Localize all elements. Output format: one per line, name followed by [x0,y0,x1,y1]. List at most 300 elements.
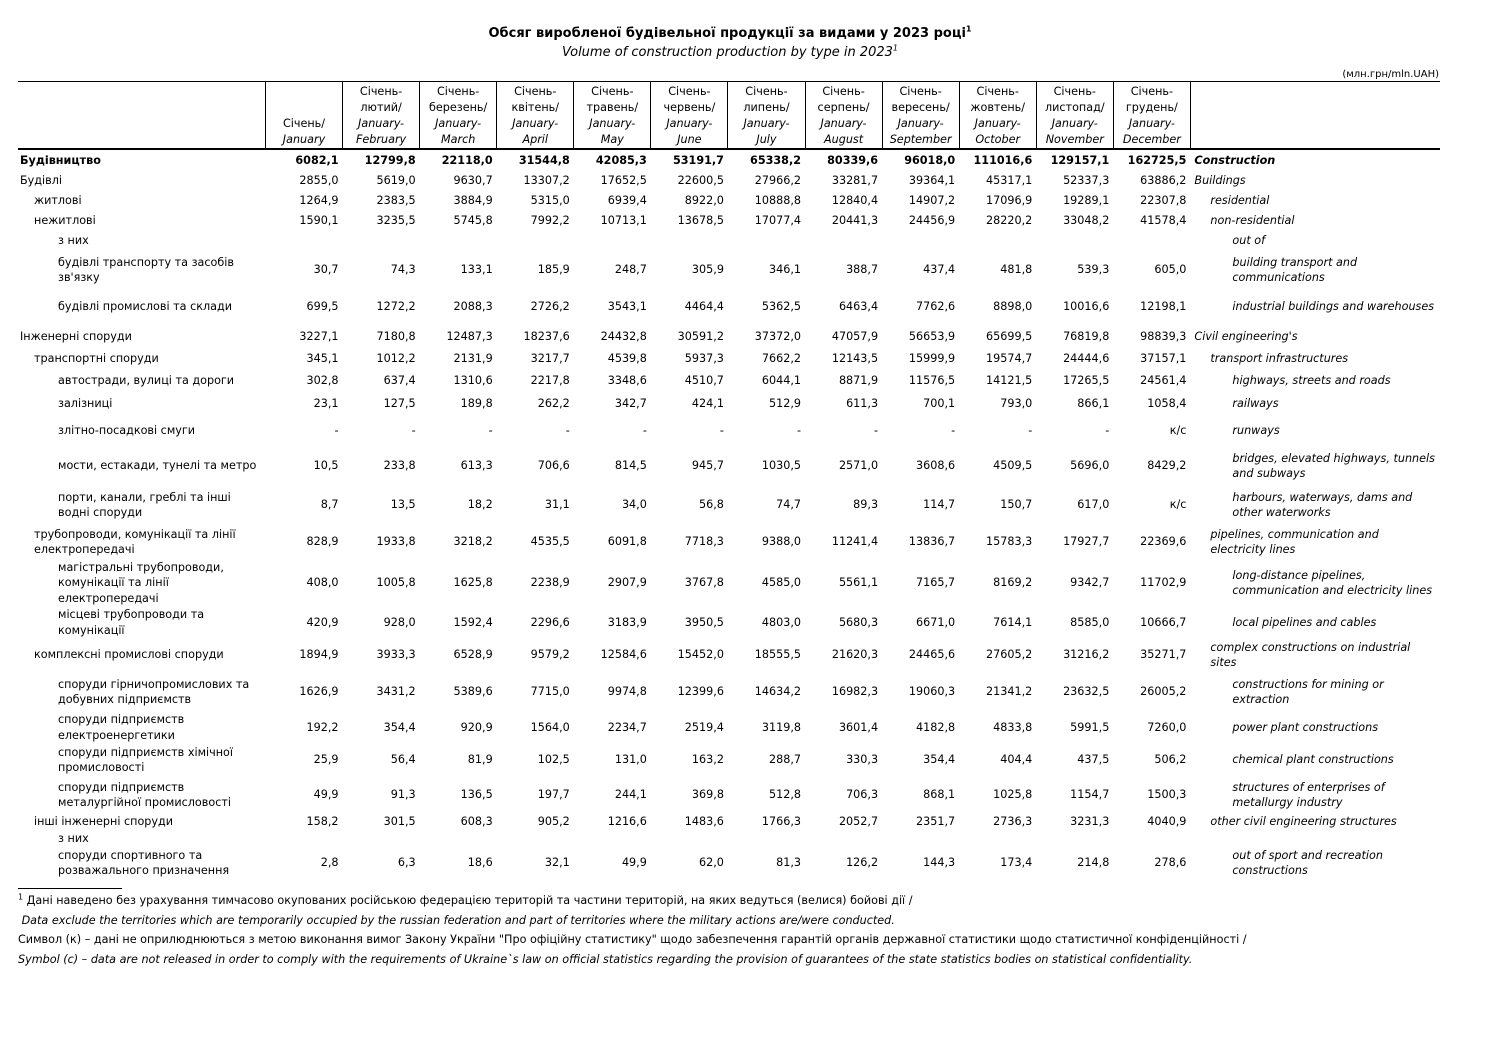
value-cell: 5561,1 [838,576,879,590]
value-cell: 102,5 [537,753,570,767]
table-row [18,447,1440,485]
row-label-en: long-distance pipelines, communication and electricity lines [1232,568,1433,597]
row-label-uk: порти, канали, греблі та інші водні споруди [58,490,231,519]
value-cell: 7165,7 [916,576,956,590]
value-cell: 928,0 [383,615,416,629]
value-cell: 404,4 [1000,753,1033,767]
row-label-en: power plant constructions [1232,720,1379,734]
value-cell: 56,8 [699,498,724,512]
value-cell: 437,5 [1077,753,1110,767]
column-header-en-line: June [677,133,702,146]
value-cell: 114,7 [923,498,956,512]
column-header-uk-line: Січень- [359,85,403,98]
value-cell: 7992,2 [530,214,570,228]
value-cell: 4539,8 [607,352,647,366]
value-cell: 49,9 [313,788,339,802]
column-header-en-line: November [1045,133,1104,146]
column-header [420,82,497,150]
value-cell: 17096,9 [985,194,1033,208]
value-cell: - [565,424,570,438]
value-cell: 45317,1 [985,174,1033,188]
row-label-en: harbours, waterways, dams and other waterworks [1232,490,1413,519]
column-header-uk-line: Січень- [1130,85,1174,98]
value-cell: 10666,7 [1140,615,1187,629]
value-cell: 21620,3 [831,648,879,662]
value-cell [420,231,497,251]
value-cell: 32,1 [544,856,570,870]
value-cell: 24465,6 [908,648,956,662]
row-label-en: residential [1210,194,1270,208]
table-row [18,813,1440,831]
value-cell: 19060,3 [908,685,956,699]
value-cell: 539,3 [1077,263,1110,277]
column-header-uk-line: лютий/ [360,101,402,114]
value-cell: 2238,9 [530,576,570,590]
value-cell: 24432,8 [600,330,647,344]
value-cell: 2088,3 [453,300,493,314]
value-cell: 5745,8 [453,214,493,228]
value-cell: 2052,7 [838,815,879,829]
value-cell: 611,3 [846,397,879,411]
column-header-uk-line: Січень- [899,85,942,98]
value-cell: 162725,5 [1127,153,1187,167]
row-label-en: building transport and communications [1232,255,1358,284]
table-row [18,831,1440,847]
value-cell: 637,4 [383,374,416,388]
value-cell [959,831,1036,847]
value-cell: к/с [1169,498,1187,512]
value-cell: 12399,6 [677,685,724,699]
value-cell: 15452,0 [677,648,724,662]
table-row [18,231,1440,251]
value-cell: 288,7 [768,753,802,767]
value-cell: 301,5 [383,815,416,829]
row-label-uk: мости, естакади, тунелі та метро [58,459,257,473]
value-cell: 4585,0 [761,576,802,590]
value-cell: 920,9 [460,720,493,734]
value-cell: 1012,2 [376,352,416,366]
value-cell [651,831,728,847]
table-row [18,393,1440,415]
value-cell: 15783,3 [985,535,1033,549]
value-cell: 18237,6 [523,330,570,344]
value-cell [343,831,420,847]
value-cell: - [1028,424,1033,438]
table-row [18,777,1440,813]
value-cell: 18555,5 [754,648,802,662]
value-cell: 7662,2 [761,352,802,366]
value-cell: 37157,1 [1140,352,1187,366]
value-cell: 1625,8 [453,576,493,590]
value-cell: 17927,7 [1063,535,1110,549]
value-cell: 2296,6 [530,615,570,629]
value-cell: 24456,9 [908,214,956,228]
column-header [651,82,728,150]
value-cell [574,231,651,251]
value-cell: 2217,8 [530,374,570,388]
value-cell: 3884,9 [453,194,493,208]
table-body [18,149,1440,879]
value-cell: - [334,424,339,438]
value-cell: 6463,4 [838,300,879,314]
value-cell: 424,1 [691,397,724,411]
value-cell: 6528,9 [453,648,493,662]
column-header-uk-line: липень/ [743,101,790,114]
value-cell [343,231,420,251]
value-cell: 2726,2 [530,300,570,314]
value-cell: 14121,5 [985,374,1033,388]
value-cell: 3950,5 [684,615,724,629]
value-cell: 5315,0 [530,194,570,208]
value-cell: 388,7 [846,263,879,277]
value-cell: 158,2 [306,815,339,829]
value-cell: - [796,424,802,438]
column-header-uk-line: Січень/ [282,117,326,130]
value-cell: 74,3 [390,263,416,277]
column-header-en-line: September [889,133,952,146]
value-cell: 8429,2 [1147,459,1187,473]
column-header-uk-line: Січень- [976,85,1019,98]
value-cell: 3218,2 [453,535,493,549]
row-label-uk: Будівництво [20,153,101,167]
value-cell: 2907,9 [607,576,647,590]
value-cell: 19574,7 [985,352,1033,366]
value-cell: 1058,4 [1147,397,1187,411]
row-label-uk: з них [58,832,89,846]
row-label-en: Construction [1194,153,1276,167]
value-cell: - [411,424,416,438]
row-label-uk: будівлі промислові та склади [58,300,232,314]
value-cell: 126,2 [846,856,879,870]
value-cell [959,231,1036,251]
value-cell: 13678,5 [677,214,724,228]
value-cell: 8898,0 [993,300,1033,314]
value-cell: 13836,7 [908,535,956,549]
value-cell: 76819,8 [1063,330,1110,344]
value-cell: 1272,2 [376,300,416,314]
row-label-en: transport infrastructures [1210,352,1349,366]
column-header-en-line: January- [743,117,790,130]
value-cell: 4182,8 [916,720,956,734]
table-header-row [18,82,1440,150]
table-row [18,191,1440,211]
column-header [497,82,574,150]
value-cell: 1564,0 [530,720,570,734]
column-header-en-line: January- [358,117,405,130]
value-cell: 9388,0 [761,535,802,549]
table-row [18,325,1440,349]
value-cell: 814,5 [614,459,647,473]
value-cell: 6091,8 [607,535,647,549]
value-cell: 1626,9 [299,685,339,699]
row-label-en: non-residential [1210,214,1295,228]
value-cell: 74,7 [776,498,802,512]
value-cell: 27605,2 [985,648,1033,662]
value-cell: 11241,4 [831,535,879,549]
column-header-en-line: August [823,133,864,146]
value-cell: 354,4 [923,753,956,767]
value-cell [882,231,959,251]
value-cell: 10713,1 [600,214,647,228]
table-row [18,525,1440,559]
table-row [18,712,1440,743]
value-cell: 4509,5 [993,459,1033,473]
value-cell: 10016,6 [1063,300,1110,314]
footnote-symbol-en: Symbol (c) – data are not released in order to comply with the requirements of Ukraine`s law on official statistics regarding the provision of guarantees of the state statistics bodies on statistical confidentiality. [18,952,1193,966]
value-cell: 136,5 [460,788,493,802]
column-header-en-line: July [756,133,777,146]
value-cell: 4040,9 [1147,815,1187,829]
value-cell: 28220,2 [985,214,1033,228]
value-cell [728,831,805,847]
value-cell: 10,5 [313,459,339,473]
footnote-rule [18,888,122,889]
value-cell: 945,7 [691,459,724,473]
value-cell: 12840,4 [831,194,879,208]
value-cell: 706,3 [846,788,879,802]
column-header [343,82,420,150]
value-cell: 15999,9 [908,352,956,366]
value-cell: 17652,5 [600,174,647,188]
value-cell: 613,3 [460,459,493,473]
title-footnote-mark: 1 [965,24,972,34]
value-cell: 2571,0 [838,459,879,473]
row-label-uk: житлові [34,194,82,208]
row-label-uk: Будівлі [20,174,62,188]
value-cell: 33281,7 [831,174,879,188]
value-cell: 11576,5 [908,374,956,388]
row-label-uk: залізниці [58,397,113,411]
row-label-uk: нежитлові [34,214,96,228]
row-label-uk: злітно-посадкові смуги [58,424,196,438]
column-header-en-line: December [1122,133,1181,146]
value-cell: 12799,8 [364,153,416,167]
value-cell: 3933,3 [376,648,416,662]
column-header-uk-line: Січень- [591,85,634,98]
value-cell: 89,3 [853,498,879,512]
value-cell: 39364,1 [908,174,956,188]
value-cell: 9630,7 [453,174,493,188]
value-cell: 24561,4 [1140,374,1187,388]
footnote-1-en: Data exclude the territories which are temporarily occupied by the russian federation and part of territories where the military actions are/were conducted. [21,913,895,927]
value-cell: 52337,3 [1063,174,1110,188]
table-row [18,171,1440,191]
value-cell: 26005,2 [1140,685,1187,699]
value-cell: 8922,0 [684,194,724,208]
value-cell: 41578,4 [1140,214,1187,228]
value-cell: 1592,4 [453,615,493,629]
value-cell: 25,9 [313,753,339,767]
value-cell: 2855,0 [299,174,339,188]
value-cell: 96018,0 [904,153,956,167]
value-cell: 5362,5 [761,300,802,314]
table-row [18,149,1440,171]
value-cell: 12487,3 [446,330,493,344]
value-cell: 233,8 [383,459,416,473]
value-cell: 278,6 [1154,856,1187,870]
column-header-en-line: January- [666,117,713,130]
row-label-uk: Інженерні споруди [20,330,132,344]
value-cell: 197,7 [537,788,570,802]
value-cell: 20441,3 [831,214,879,228]
row-label-en: Buildings [1194,174,1246,188]
value-cell: 56653,9 [908,330,956,344]
column-header [728,82,805,150]
value-cell [1113,231,1190,251]
value-cell: 1216,6 [607,815,647,829]
column-header-en-line: January- [512,117,559,130]
column-header [265,82,342,150]
value-cell: 62,0 [699,856,724,870]
table-row [18,559,1440,607]
row-label-en: complex constructions on industrial sites [1210,640,1411,669]
row-label-en: Civil engineering's [1194,330,1298,344]
value-cell: 1264,9 [299,194,339,208]
value-cell: 617,0 [1077,498,1110,512]
value-cell: 706,6 [537,459,570,473]
value-cell: 5991,5 [1070,720,1110,734]
value-cell: 1025,8 [993,788,1033,802]
table-row [18,289,1440,325]
value-cell: 8,7 [320,498,339,512]
value-cell: 9974,8 [607,685,647,699]
value-cell: 5937,3 [684,352,724,366]
value-cell: 5696,0 [1070,459,1110,473]
value-cell: 33048,2 [1063,214,1110,228]
value-cell: 111016,6 [973,153,1033,167]
value-cell: 3119,8 [761,720,802,734]
row-label-uk: місцеві трубопроводи та комунікації [58,608,205,637]
value-cell: 8169,2 [993,576,1033,590]
value-cell: 81,3 [776,856,802,870]
row-label-en: industrial buildings and warehouses [1232,300,1435,314]
value-cell: 35271,7 [1140,648,1187,662]
value-cell: 7614,1 [993,615,1033,629]
value-cell: 12143,5 [831,352,879,366]
column-header-en-line: January- [897,117,944,130]
value-cell: 302,8 [306,374,339,388]
column-header-en-line: January- [1128,117,1175,130]
value-cell: 2,8 [320,856,339,870]
row-label-uk: трубопроводи, комунікації та лінії електропередачі [34,527,236,556]
value-cell: - [951,424,956,438]
row-label-uk: споруди підприємств електроенергетики [58,713,185,742]
column-header [959,82,1036,150]
value-cell: 3767,8 [684,576,724,590]
column-header-uk-line: Січень- [668,85,711,98]
subtitle-footnote-mark: 1 [892,43,898,53]
value-cell: 3431,2 [376,685,416,699]
value-cell: 7260,0 [1147,720,1187,734]
value-cell: 22369,6 [1140,535,1187,549]
row-label-uk: споруди підприємств металургійної промисловості [58,780,231,809]
value-cell: 437,4 [923,263,956,277]
value-cell: 144,3 [923,856,956,870]
row-label-en [1190,831,1440,847]
value-cell: 1005,8 [376,576,416,590]
value-cell: 192,2 [306,720,339,734]
value-cell: 4535,5 [530,535,570,549]
value-cell: - [642,424,647,438]
value-cell [497,231,574,251]
value-cell [420,831,497,847]
value-cell: 793,0 [1000,397,1033,411]
value-cell: 262,2 [537,397,570,411]
column-header-en-line: May [600,133,624,146]
column-header [1036,82,1113,150]
value-cell: 6671,0 [916,615,956,629]
value-cell: 868,1 [923,788,956,802]
column-header-uk-line: Січень- [1053,85,1096,98]
value-cell: 3227,1 [299,330,339,344]
value-cell: 30591,2 [677,330,724,344]
value-cell: 65699,5 [985,330,1033,344]
column-header-uk-line: серпень/ [817,101,870,114]
column-header-uk-line: Січень- [822,85,865,98]
value-cell: 2131,9 [453,352,493,366]
page-subtitle: Volume of construction production by type in 2023$^1$ [561,43,898,60]
table-row [18,847,1440,879]
value-cell: 369,8 [691,788,724,802]
column-header-en-line: January [282,133,326,146]
row-label-en: out of sport and recreation constructions [1232,848,1383,877]
value-cell: 7180,8 [376,330,416,344]
value-cell: 408,0 [306,576,339,590]
table-row [18,369,1440,393]
value-cell: 2383,5 [376,194,416,208]
value-cell: 2519,4 [684,720,724,734]
row-label-en: railways [1232,397,1279,411]
value-cell: - [874,424,879,438]
value-cell: 18,6 [467,856,493,870]
value-cell [497,831,574,847]
table-row [18,638,1440,672]
value-cell: 5619,0 [376,174,416,188]
row-label-uk: комплексні промислові споруди [34,648,224,662]
footnote-1-uk: $^1$ Дані наведено без урахування тимчасово окупованих російською федерацією територій та частини територій, на яких ведуться (велися) бойові дії / [18,892,913,907]
value-cell: 19289,1 [1063,194,1110,208]
value-cell: 23632,5 [1063,685,1110,699]
value-cell [1036,831,1113,847]
column-header-uk-line: березень/ [429,101,488,114]
value-cell: 342,7 [614,397,647,411]
row-label-uk: споруди підприємств хімічної промисловості [58,745,233,774]
value-cell: 30,7 [313,263,339,277]
value-cell: 244,1 [614,788,647,802]
value-cell: 5389,6 [453,685,493,699]
value-cell: 91,3 [390,788,416,802]
value-cell: 3183,9 [607,615,647,629]
column-header-uk-line: вересень/ [891,101,950,114]
value-cell: 173,4 [1000,856,1033,870]
value-cell: 605,0 [1154,263,1187,277]
column-header-en-line: February [355,133,407,146]
value-cell [574,831,651,847]
value-cell: 127,5 [383,397,416,411]
value-cell: 4464,4 [684,300,724,314]
column-header-uk-line: червень/ [663,101,716,114]
value-cell: 163,2 [691,753,724,767]
row-label-en: structures of enterprises of metallurgy industry [1232,780,1385,809]
value-cell [805,231,882,251]
table-row [18,672,1440,712]
header-english-cell [1190,82,1440,150]
header-label-cell [18,82,265,150]
value-cell: 17077,4 [754,214,802,228]
value-cell: 7715,0 [530,685,570,699]
column-header-en-line: October [975,133,1021,146]
value-cell [728,231,805,251]
